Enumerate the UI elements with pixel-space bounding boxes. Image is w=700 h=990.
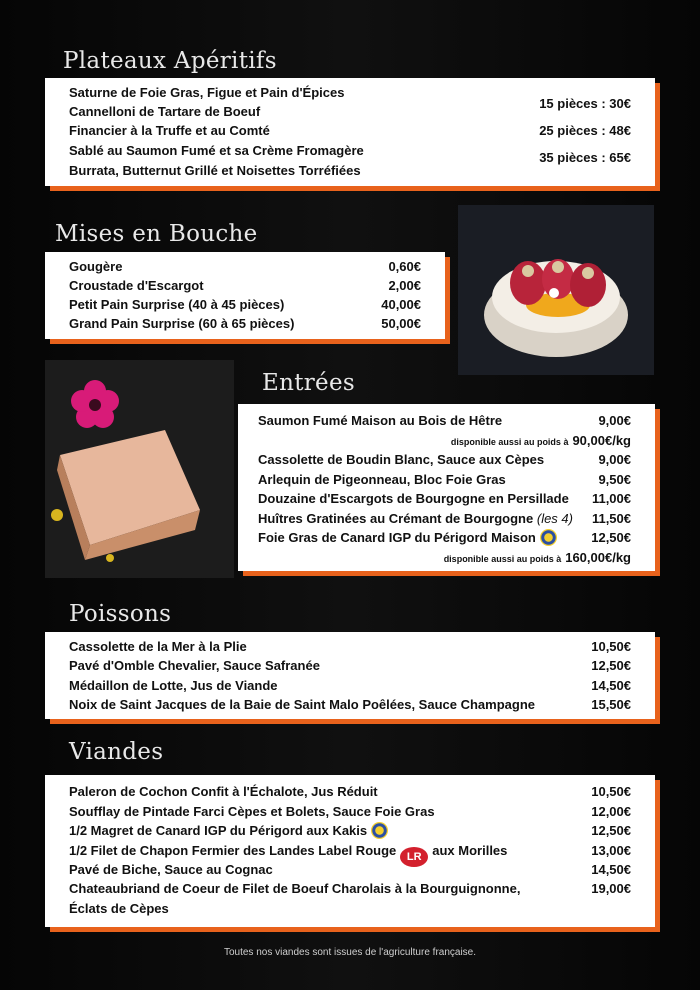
viande-item-price: 10,50€ xyxy=(591,784,631,799)
entree-sub-price: 90,00€/kg xyxy=(572,433,631,448)
section-title-poissons: Poissons xyxy=(69,601,172,627)
mises-item-price: 40,00€ xyxy=(381,297,421,312)
entree-item-price: 11,50€ xyxy=(591,511,631,526)
plateaux-item: Cannelloni de Tartare de Boeuf xyxy=(69,104,261,119)
rolls-illustration xyxy=(458,205,654,375)
entree-sub-price: 160,00€/kg xyxy=(565,550,631,565)
entree-item-name: Huîtres Gratinées au Crémant de Bourgogne xyxy=(258,511,534,526)
entree-item-name: Foie Gras de Canard IGP du Périgord Maison xyxy=(258,530,536,545)
viande-item-name: 1/2 Filet de Chapon Fermier des Landes Label Rouge xyxy=(69,843,397,858)
viandes-card xyxy=(45,775,655,927)
plateaux-item: Burrata, Butternut Grillé et Noisettes Torréfiées xyxy=(69,163,361,178)
entrees-card xyxy=(238,404,655,571)
label-rouge-icon: LR xyxy=(400,847,428,867)
viande-item-price: 12,00€ xyxy=(591,804,631,819)
plateaux-item: Sablé au Saumon Fumé et sa Crème Fromagère xyxy=(69,143,364,158)
entree-item-name: Arlequin de Pigeonneau, Bloc Foie Gras xyxy=(258,472,506,487)
foie-gras-illustration xyxy=(45,360,234,578)
entree-item-price: 9,00€ xyxy=(598,413,631,428)
plateaux-price: 15 pièces : 30€ xyxy=(539,96,631,111)
mises-card xyxy=(45,252,445,339)
dish-photo-rolls xyxy=(458,205,654,375)
viande-item-price: 14,50€ xyxy=(591,862,631,877)
mises-item-name: Gougère xyxy=(69,259,123,274)
entree-item-name: Douzaine d'Escargots de Bourgogne en Persillade xyxy=(258,491,569,506)
section-title-entrees: Entrées xyxy=(262,370,355,396)
plateaux-card xyxy=(45,78,655,186)
poissons-card xyxy=(45,632,655,719)
footer-note: Toutes nos viandes sont issues de l'agriculture française. xyxy=(223,947,477,958)
poisson-item-price: 12,50€ xyxy=(591,658,631,673)
viande-item-name: 1/2 Magret de Canard IGP du Périgord aux Kakis xyxy=(69,823,368,838)
igp-label-icon xyxy=(371,822,388,839)
poisson-item-price: 15,50€ xyxy=(591,697,631,712)
poisson-item-price: 14,50€ xyxy=(591,678,631,693)
plateaux-item: Saturne de Foie Gras, Figue et Pain d'Épices xyxy=(69,85,345,100)
viande-item-name: Pavé de Biche, Sauce au Cognac xyxy=(69,862,273,877)
viande-item-price: 19,00€ xyxy=(591,881,631,896)
poisson-item-name: Cassolette de la Mer à la Plie xyxy=(69,639,247,654)
section-title-viandes: Viandes xyxy=(69,739,164,765)
plateaux-price: 35 pièces : 65€ xyxy=(539,150,631,165)
poisson-item-name: Pavé d'Omble Chevalier, Sauce Safranée xyxy=(69,658,320,673)
viande-item-name: Éclats de Cèpes xyxy=(69,901,169,916)
mises-item-name: Petit Pain Surprise (40 à 45 pièces) xyxy=(69,297,285,312)
entree-sub-text: disponible aussi au poids à xyxy=(450,437,569,447)
section-title-plateaux: Plateaux Apéritifs xyxy=(63,48,277,74)
poisson-item-name: Noix de Saint Jacques de la Baie de Saint Malo Poêlées, Sauce Champagne xyxy=(69,697,535,712)
entree-item-name: Saumon Fumé Maison au Bois de Hêtre xyxy=(258,413,503,428)
entree-item-price: 11,00€ xyxy=(591,491,631,506)
section-title-mises: Mises en Bouche xyxy=(55,221,258,247)
mises-item-name: Croustade d'Escargot xyxy=(69,278,204,293)
plateaux-item: Financier à la Truffe et au Comté xyxy=(69,123,270,138)
viande-item-name-suffix: aux Morilles xyxy=(432,843,508,858)
viande-item-name: Chateaubriand de Coeur de Filet de Boeuf Charolais à la Bourguignonne, xyxy=(69,881,521,896)
poisson-item-name: Médaillon de Lotte, Jus de Viande xyxy=(69,678,278,693)
plateaux-price: 25 pièces : 48€ xyxy=(539,123,631,138)
entree-item-note: (les 4) xyxy=(536,511,573,526)
viande-item-price: 12,50€ xyxy=(591,823,631,838)
mises-item-price: 50,00€ xyxy=(381,316,421,331)
dish-photo-foie-gras xyxy=(45,360,234,578)
viande-item-price: 13,00€ xyxy=(591,843,631,858)
mises-item-name: Grand Pain Surprise (60 à 65 pièces) xyxy=(69,316,295,331)
mises-item-price: 0,60€ xyxy=(388,259,421,274)
igp-label-icon xyxy=(540,529,557,546)
poisson-item-price: 10,50€ xyxy=(591,639,631,654)
mises-item-price: 2,00€ xyxy=(388,278,421,293)
viande-item-name: Soufflay de Pintade Farci Cèpes et Bolets, Sauce Foie Gras xyxy=(69,804,435,819)
viande-item-name: Paleron de Cochon Confit à l'Échalote, Jus Réduit xyxy=(69,784,378,799)
entree-item-price: 9,00€ xyxy=(598,452,631,467)
entree-item-name: Cassolette de Boudin Blanc, Sauce aux Cèpes xyxy=(258,452,545,467)
entree-item-price: 12,50€ xyxy=(591,530,631,545)
entree-sub-text: disponible aussi au poids à xyxy=(443,554,562,564)
entree-item-price: 9,50€ xyxy=(598,472,631,487)
